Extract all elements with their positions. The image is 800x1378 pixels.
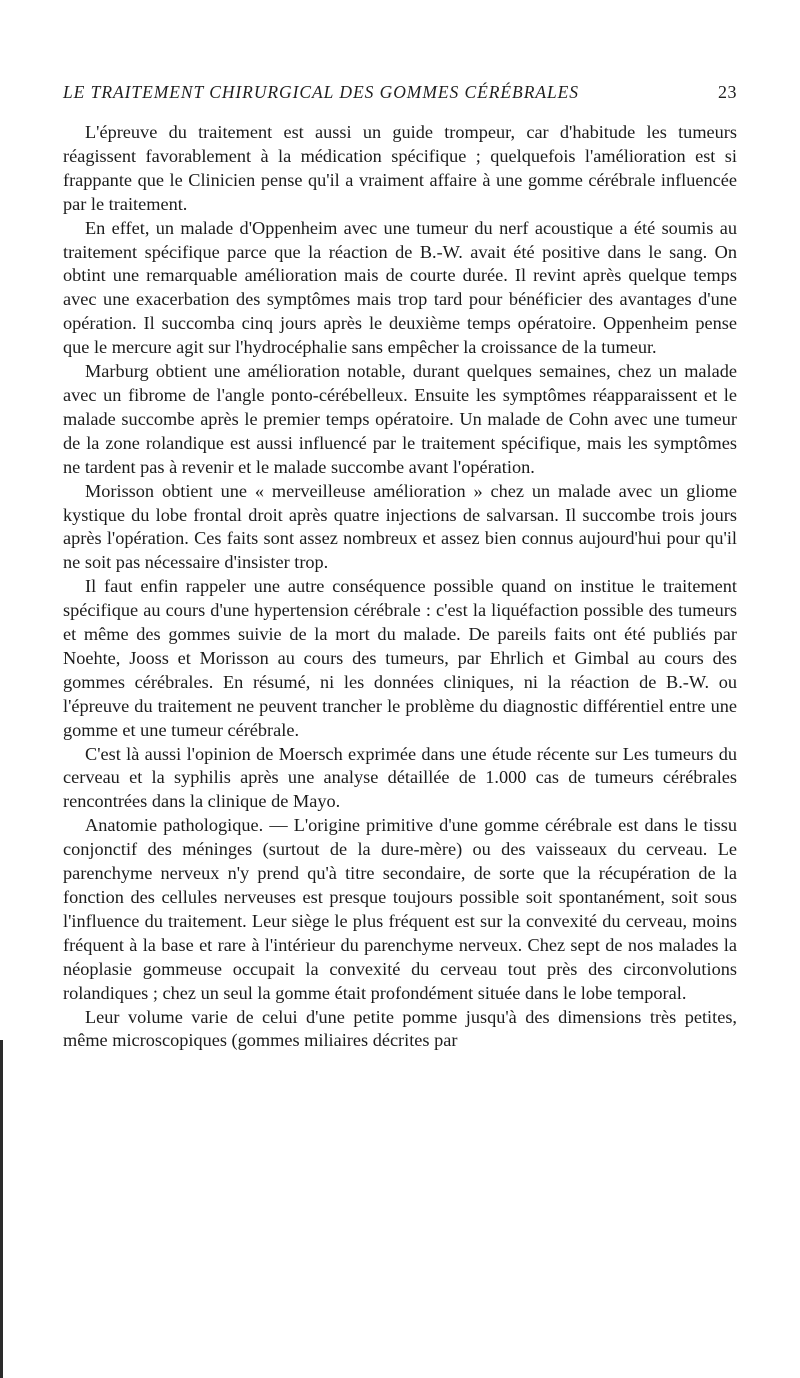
page-number: 23 — [718, 82, 737, 102]
body-text — [63, 121, 737, 1053]
running-title: LE TRAITEMENT CHIRURGICAL DES GOMMES CÉRÉBRALES — [63, 82, 579, 102]
paragraph-morisson-case: Morisson obtient une « merveilleuse amélioration » chez un malade avec un gliome kystique du lobe frontal droit après quatre injections de salvarsan. Il succombe trois jours après l'opération. Ces faits sont assez nombreux et assez bien connus aujourd'hui pour qu'il ne soit pas nécessaire d'insister trop. — [63, 480, 737, 573]
paragraph-moersch-opinion: C'est là aussi l'opinion de Moersch exprimée dans une étude récente sur Les tumeurs du cerveau et la syphilis après une analyse détaillée de 1.000 cas de tumeurs cérébrales rencontrées dans la clinique de Mayo. — [63, 743, 737, 812]
paragraph-oppenheim-case: En effet, un malade d'Oppenheim avec une tumeur du nerf acoustique a été soumis au traitement spécifique parce que la réaction de B.-W. avait été positive dans le sang. On obtint une remarquable amélioration mais de courte durée. Il revint après quelque temps avec une exacerbation des symptômes mais trop tard pour bénéficier des avantages d'une opération. Il succomba cinq jours après le deuxième temps opératoire. Oppenheim pense que le mercure agit sur l'hydrocéphalie sans empêcher la croissance de la tumeur. — [63, 217, 737, 358]
paragraph-treatment-test: L'épreuve du traitement est aussi un guide trompeur, car d'habitude les tumeurs réagissent favorablement à la médication spécifique ; quelquefois l'amélioration est si frappante que le Clinicien pense qu'il a vraiment affaire à une gomme cérébrale influencée par le traitement. — [63, 122, 737, 214]
binding-edge-mark — [0, 1040, 3, 1378]
page-header — [63, 82, 737, 106]
paragraph-volume: Leur volume varie de celui d'une petite pomme jusqu'à des dimensions très petites, même microscopiques (gommes miliaires décrites par — [63, 1006, 737, 1051]
paragraph-pathological-anatomy: Anatomie pathologique. — L'origine primitive d'une gomme cérébrale est dans le tissu conjonctif des méninges (surtout de la dure-mère) ou des vaisseaux du cerveau. Le parenchyme nerveux n'y prend qu'à titre secondaire, de sorte que la récupération de la fonction des cellules nerveuses est presque toujours possible soit spontanément, soit sous l'influence du traitement. Leur siège le plus fréquent est sur la convexité du cerveau, moins fréquent à la base et rare à l'intérieur du parenchyme nerveux. Chez sept de nos malades la néoplasie gommeuse occupait la convexité du cerveau tout près des circonvolutions rolandiques ; chez un seul la gomme était profondément située dans le lobe temporal. — [63, 815, 737, 1003]
paragraph-marburg-case: Marburg obtient une amélioration notable, durant quelques semaines, chez un malade avec un fibrome de l'angle ponto-cérébelleux. Ensuite les symptômes réapparaissent et le malade succombe après le premier temps opératoire. Un malade de Cohn avec une tumeur de la zone rolandique est aussi influencé par le traitement spécifique, mais les symptômes ne tardent pas à revenir et le malade succombe avant l'opération. — [63, 361, 737, 477]
paragraph-liquefaction: Il faut enfin rappeler une autre conséquence possible quand on institue le traitement spécifique au cours d'une hypertension cérébrale : c'est la liquéfaction possible des tumeurs et même des gommes suivie de la mort du malade. De pareils faits ont été publiés par Noehte, Jooss et Morisson au cours des tumeurs, par Ehrlich et Gimbal au cours des gommes cérébrales. En résumé, ni les données cliniques, ni la réaction de B.-W. ou l'épreuve du traitement ne peuvent trancher le problème du diagnostic différentiel entre une gomme et une tumeur cérébrale. — [63, 576, 737, 740]
